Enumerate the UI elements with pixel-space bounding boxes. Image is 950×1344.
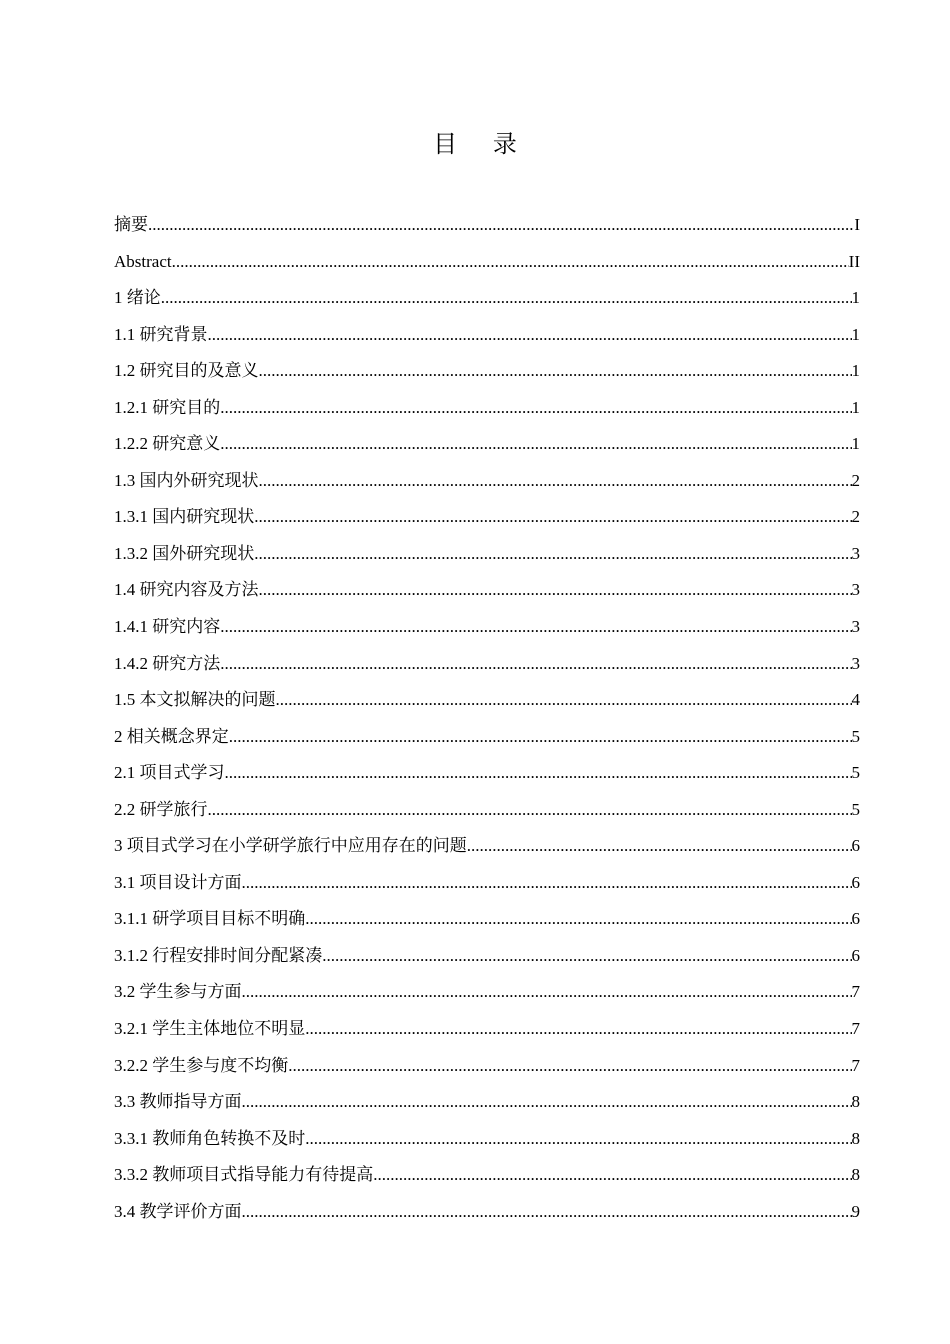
toc-entry[interactable] xyxy=(114,651,860,688)
toc-entry-page: 2 xyxy=(851,507,860,527)
page-title xyxy=(0,124,950,159)
toc-entry[interactable] xyxy=(114,1126,860,1163)
toc-entry-page: 6 xyxy=(851,872,860,892)
toc-entry-page: 3 xyxy=(851,653,860,673)
toc-entry-page: 5 xyxy=(851,763,860,783)
toc-entry[interactable] xyxy=(114,358,860,395)
toc-entry-label: 1.1 研究背景 xyxy=(114,324,208,344)
toc-entry-label: 3.2.2 学生参与度不均衡 xyxy=(114,1055,289,1075)
toc-entry-label: 2.2 研学旅行 xyxy=(114,799,208,819)
dot-leader xyxy=(373,1162,851,1188)
toc-entry-page: 7 xyxy=(851,1019,860,1039)
toc-entry-page: 1 xyxy=(851,288,860,308)
dot-leader xyxy=(242,979,852,1005)
toc-entry[interactable] xyxy=(114,577,860,614)
toc-entry-page: 8 xyxy=(851,1165,860,1185)
dot-leader xyxy=(305,1016,851,1042)
toc-entry[interactable] xyxy=(114,431,860,468)
toc-entry-label: 摘要 xyxy=(114,215,148,234)
dot-leader xyxy=(208,322,852,348)
toc-entry-label: 1 绪论 xyxy=(114,288,161,308)
dot-leader xyxy=(220,395,851,421)
toc-entry[interactable] xyxy=(114,760,860,797)
toc-entry[interactable] xyxy=(114,979,860,1016)
toc-entry[interactable] xyxy=(114,687,860,724)
toc-entry-label: 3.3.1 教师角色转换不及时 xyxy=(114,1128,306,1148)
dot-leader xyxy=(220,651,851,677)
toc-entry-page: 8 xyxy=(851,1092,860,1112)
dot-leader xyxy=(242,870,852,896)
toc-entry[interactable] xyxy=(114,322,860,359)
toc-entry-page: 6 xyxy=(851,909,860,929)
table-of-contents xyxy=(114,212,860,1235)
toc-entry-page: 3 xyxy=(851,543,860,563)
dot-leader xyxy=(259,468,852,494)
toc-entry-page: 8 xyxy=(851,1128,860,1148)
dot-leader xyxy=(259,358,852,384)
toc-entry[interactable] xyxy=(114,906,860,943)
toc-entry[interactable] xyxy=(114,468,860,505)
toc-entry[interactable] xyxy=(114,1053,860,1090)
toc-entry-page: 2 xyxy=(851,470,860,490)
dot-leader xyxy=(288,1053,851,1079)
toc-entry-label: 1.4.2 研究方法 xyxy=(114,653,221,673)
dot-leader xyxy=(229,724,852,750)
dot-leader xyxy=(305,906,851,932)
toc-entry-page: 1 xyxy=(851,324,860,344)
toc-entry-label: 1.2.1 研究目的 xyxy=(114,397,221,417)
toc-entry[interactable] xyxy=(114,1162,860,1199)
dot-leader xyxy=(220,614,851,640)
toc-entry[interactable] xyxy=(114,1199,860,1236)
dot-leader xyxy=(467,833,852,859)
toc-entry-label: 3 项目式学习在小学研学旅行中应用存在的问题 xyxy=(114,836,467,856)
toc-entry[interactable] xyxy=(114,395,860,432)
dot-leader xyxy=(242,1089,852,1115)
toc-entry-page: 6 xyxy=(851,836,860,856)
toc-entry[interactable] xyxy=(114,504,860,541)
toc-entry-page: 1 xyxy=(851,361,860,381)
toc-entry[interactable] xyxy=(114,212,860,249)
toc-entry-label: 2 相关概念界定 xyxy=(114,726,229,746)
toc-entry-label: 1.2.2 研究意义 xyxy=(114,434,221,454)
dot-leader xyxy=(254,504,851,530)
toc-entry-page: 1 xyxy=(851,397,860,417)
toc-entry-page: 3 xyxy=(851,617,860,637)
toc-entry[interactable] xyxy=(114,833,860,870)
dot-leader xyxy=(242,1199,852,1225)
dot-leader xyxy=(172,249,849,275)
toc-entry-page: 3 xyxy=(851,580,860,600)
toc-entry[interactable] xyxy=(114,1016,860,1053)
toc-entry-page: 7 xyxy=(851,982,860,1002)
dot-leader xyxy=(161,285,852,311)
toc-entry-label: 3.3 教师指导方面 xyxy=(114,1092,242,1112)
toc-entry-label: 1.3.1 国内研究现状 xyxy=(114,507,255,527)
toc-entry[interactable] xyxy=(114,724,860,761)
toc-entry[interactable] xyxy=(114,870,860,907)
toc-entry-page: 6 xyxy=(851,945,860,965)
toc-entry-page: 5 xyxy=(851,726,860,746)
toc-entry[interactable] xyxy=(114,541,860,578)
toc-entry-label: 1.3.2 国外研究现状 xyxy=(114,543,255,563)
toc-entry-page: 5 xyxy=(851,799,860,819)
toc-entry-page: 7 xyxy=(851,1055,860,1075)
title-char: 录 xyxy=(492,130,517,158)
dot-leader xyxy=(276,687,852,713)
toc-entry-page: 4 xyxy=(851,690,860,710)
title-char: 目 xyxy=(433,130,458,158)
dot-leader xyxy=(225,760,852,786)
toc-entry[interactable] xyxy=(114,797,860,834)
toc-entry-label: 1.3 国内外研究现状 xyxy=(114,470,259,490)
toc-entry[interactable] xyxy=(114,943,860,980)
dot-leader xyxy=(259,577,852,603)
toc-entry-label: 1.2 研究目的及意义 xyxy=(114,361,259,381)
toc-entry-label: 3.4 教学评价方面 xyxy=(114,1201,242,1221)
dot-leader xyxy=(148,212,854,238)
toc-entry-label: 3.1 项目设计方面 xyxy=(114,872,242,892)
toc-entry-page: 9 xyxy=(851,1201,860,1221)
toc-entry-label: 1.5 本文拟解决的问题 xyxy=(114,690,276,710)
toc-entry-label: 1.4.1 研究内容 xyxy=(114,617,221,637)
dot-leader xyxy=(220,431,851,457)
toc-entry-page: 1 xyxy=(851,434,860,454)
toc-entry[interactable] xyxy=(114,1089,860,1126)
dot-leader xyxy=(305,1126,851,1152)
dot-leader xyxy=(322,943,851,969)
toc-entry-page: II xyxy=(848,251,860,271)
toc-entry-label: 3.2 学生参与方面 xyxy=(114,982,242,1002)
toc-entry[interactable] xyxy=(114,285,860,322)
toc-entry-label: 3.1.1 研学项目目标不明确 xyxy=(114,909,306,929)
toc-entry-label: 1.4 研究内容及方法 xyxy=(114,580,259,600)
dot-leader xyxy=(208,797,852,823)
toc-entry-label: 3.2.1 学生主体地位不明显 xyxy=(114,1019,306,1039)
toc-entry-label: 3.3.2 教师项目式指导能力有待提高 xyxy=(114,1165,374,1185)
toc-entry-label: 3.1.2 行程安排时间分配紧凑 xyxy=(114,945,323,965)
dot-leader xyxy=(254,541,851,567)
toc-entry-page: I xyxy=(854,215,860,234)
toc-entry[interactable] xyxy=(114,614,860,651)
toc-entry[interactable] xyxy=(114,249,860,286)
toc-entry-label: 2.1 项目式学习 xyxy=(114,763,225,783)
toc-entry-label: Abstract xyxy=(114,251,172,271)
